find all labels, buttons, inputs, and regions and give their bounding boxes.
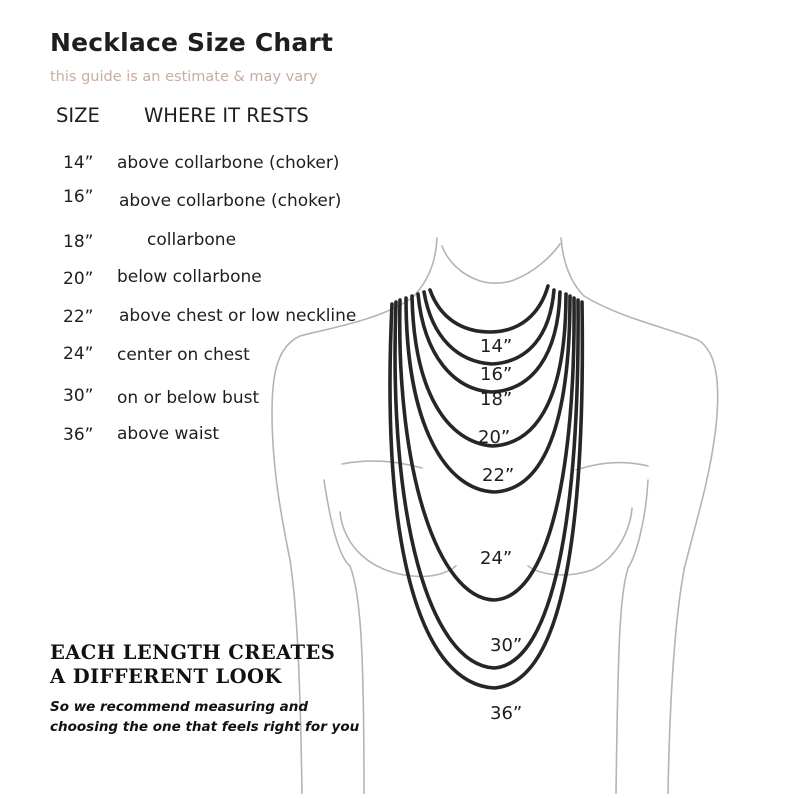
row-size-16: 16”: [63, 187, 94, 207]
column-header-size: SIZE: [56, 104, 100, 127]
chain-label-18: 18”: [480, 389, 513, 410]
row-size-22: 22”: [63, 307, 94, 327]
recommendation-line-1: So we recommend measuring and: [50, 699, 309, 715]
row-size-24: 24”: [63, 344, 94, 364]
chain-label-16: 16”: [480, 364, 513, 385]
page-subtitle: this guide is an estimate & may vary: [50, 69, 318, 85]
chain-label-24: 24”: [480, 548, 513, 569]
row-where-18: collarbone: [147, 230, 237, 250]
column-header-where: WHERE IT RESTS: [144, 104, 309, 127]
row-where-30: on or below bust: [117, 388, 260, 408]
recommendation-text: [50, 697, 359, 737]
page-title: Necklace Size Chart: [50, 28, 334, 57]
row-size-14: 14”: [63, 153, 94, 173]
chain-label-36: 36”: [490, 703, 523, 724]
row-size-20: 20”: [63, 269, 94, 289]
chain-14: [430, 286, 548, 332]
chain-label-20: 20”: [478, 427, 511, 448]
chain-label-14: 14”: [480, 336, 513, 357]
row-where-24: center on chest: [117, 345, 250, 365]
row-size-36: 36”: [63, 425, 94, 445]
tagline-line-2: A DIFFERENT LOOK: [50, 665, 282, 688]
chain-label-22: 22”: [482, 465, 515, 486]
tagline-line-1: EACH LENGTH CREATES: [50, 641, 336, 664]
row-where-22: above chest or low neckline: [119, 306, 357, 326]
chain-label-30: 30”: [490, 635, 523, 656]
row-where-36: above waist: [117, 424, 220, 444]
row-where-20: below collarbone: [117, 267, 262, 287]
tagline: [50, 641, 335, 689]
row-size-30: 30”: [63, 386, 94, 406]
recommendation-line-2: choosing the one that feels right for you: [50, 719, 360, 735]
row-where-16: above collarbone (choker): [119, 191, 342, 211]
row-where-14: above collarbone (choker): [117, 153, 340, 173]
row-size-18: 18”: [63, 232, 94, 252]
